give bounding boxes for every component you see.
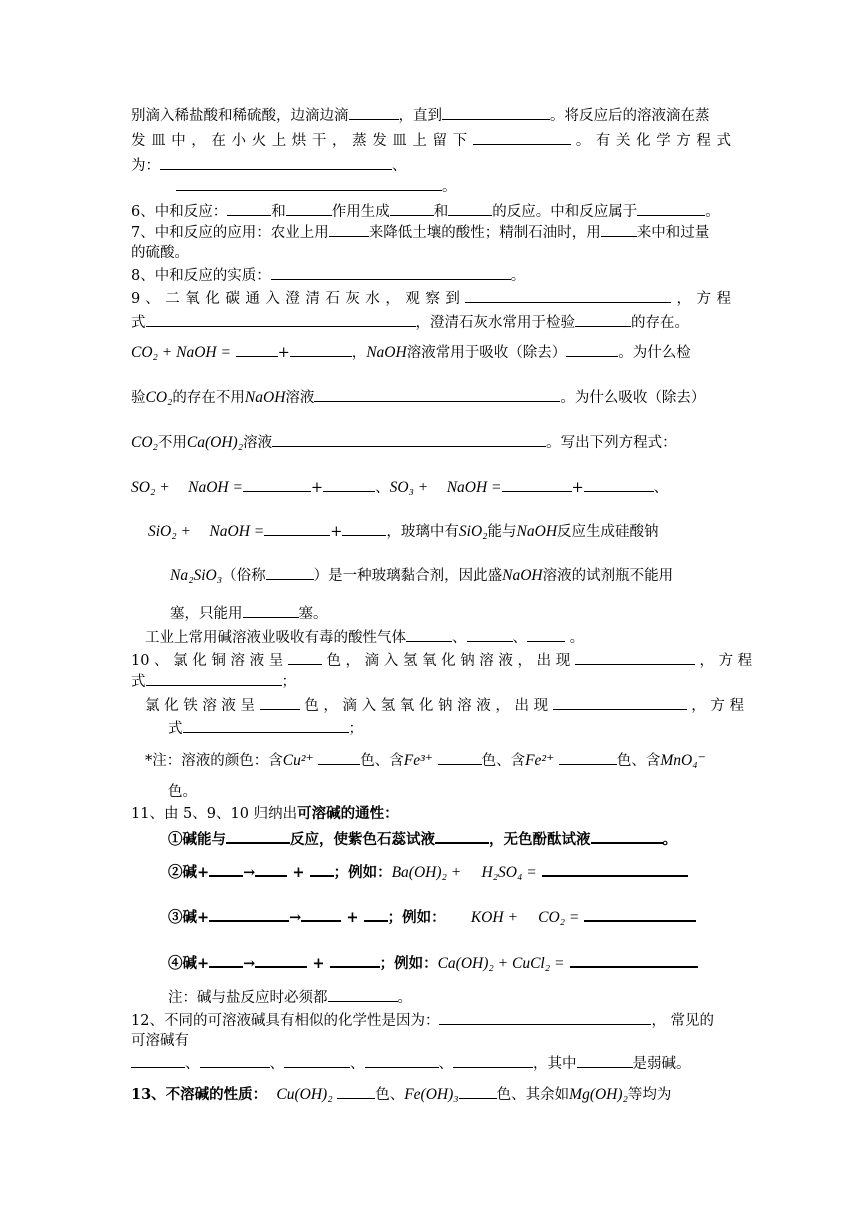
text: （俗称 — [222, 568, 266, 584]
blank[interactable] — [264, 521, 330, 536]
text: 。 — [662, 831, 677, 848]
text: ③碱+ — [168, 909, 210, 926]
blank[interactable] — [448, 201, 492, 216]
text: 9 、 二 氧 化 碳 通 入 澄 清 石 灰 水 ， 观 察 到 — [131, 291, 461, 307]
text: 、 — [452, 630, 467, 646]
blank[interactable] — [453, 1053, 533, 1068]
text: 。 — [705, 204, 720, 220]
text: 色、 — [375, 1087, 405, 1103]
text: ②碱+ — [168, 864, 210, 881]
line-4 — [176, 176, 776, 197]
text: 。为什么吸收（除去） — [560, 390, 706, 406]
text: 色、其余如 — [496, 1087, 570, 1103]
blank[interactable] — [553, 695, 687, 710]
blank[interactable] — [365, 1053, 439, 1068]
blank[interactable] — [290, 342, 352, 357]
formula: Fe(OH)₃ — [404, 1086, 459, 1103]
line-3 — [131, 155, 731, 176]
text: → — [289, 909, 302, 926]
text: 色 ， 滴 入 氢 氧 化 钠 溶 液 ， 出 现 — [326, 653, 571, 669]
text: 、 — [653, 480, 669, 496]
text: 色。 — [168, 784, 197, 800]
text: → — [243, 955, 256, 972]
line-24 — [168, 782, 768, 802]
formula: SO₃ + — [389, 479, 429, 496]
blank[interactable] — [575, 312, 631, 327]
blank[interactable] — [601, 222, 637, 237]
text: 别滴入稀盐酸和稀硫酸，边滴边滴 — [131, 108, 349, 124]
text: + — [330, 524, 343, 540]
blank[interactable] — [310, 861, 334, 877]
text: 能与 — [487, 524, 517, 540]
line-10 — [131, 312, 731, 333]
text: 的存在不用 — [172, 390, 245, 406]
blank[interactable] — [566, 342, 618, 357]
text: ，其中 — [533, 1056, 577, 1072]
blank[interactable] — [570, 952, 698, 968]
line-30 — [168, 987, 768, 1008]
text: 的硫酸。 — [131, 245, 189, 261]
text: ，澄清石灰水常用于检验 — [415, 315, 575, 331]
text-bold: 13、不溶碱的性质： — [131, 1086, 268, 1103]
line-11 — [131, 342, 731, 363]
formula: NaOH — [366, 344, 407, 361]
blank[interactable] — [209, 906, 289, 922]
line-22 — [168, 718, 768, 739]
formula: NaOH — [502, 567, 543, 584]
formula: Cu²⁺ — [282, 752, 314, 769]
line-34 — [131, 1084, 731, 1105]
blank[interactable] — [435, 828, 489, 844]
line-32 — [131, 1031, 731, 1051]
formula: NaOH = — [209, 523, 265, 540]
blank[interactable] — [406, 627, 452, 642]
formula: Fe³⁺ — [403, 752, 433, 769]
formula: SiO₂ — [458, 523, 488, 540]
text: 、 — [438, 1056, 453, 1072]
blank[interactable] — [288, 650, 322, 665]
text: ，玻璃中有 — [386, 524, 459, 540]
blank[interactable] — [527, 627, 565, 642]
blank[interactable] — [160, 155, 392, 170]
line-7 — [131, 243, 731, 263]
blank[interactable] — [465, 288, 671, 303]
formula: Ba(OH)₂ + — [391, 864, 462, 881]
text: 、 — [350, 1056, 365, 1072]
formula: Cu(OH)₂ — [276, 1086, 333, 1103]
blank[interactable] — [266, 565, 314, 580]
blank[interactable] — [349, 105, 399, 120]
text: 发 皿 中 ， 在 小 火 上 烘 干 ， 蒸 发 皿 上 留 下 — [131, 133, 468, 149]
text: ①碱能与 — [168, 831, 226, 848]
text: + — [310, 480, 324, 496]
blank[interactable] — [200, 1053, 270, 1068]
text: 和 — [271, 204, 286, 220]
text: 、 — [392, 158, 407, 174]
line-33 — [131, 1053, 731, 1074]
blank[interactable] — [146, 312, 416, 327]
text: + — [346, 909, 359, 926]
blank[interactable] — [226, 828, 290, 844]
text: 11、由 5、9、10 归纳出 — [131, 806, 298, 822]
text: 10 、 氯 化 铜 溶 液 呈 — [131, 653, 284, 669]
text: 验 — [131, 390, 146, 406]
line-27 — [168, 861, 733, 883]
text: *注：溶液的颜色：含 — [145, 753, 283, 769]
blank[interactable] — [272, 432, 546, 447]
blank[interactable] — [459, 1084, 497, 1099]
text: 为： — [131, 158, 160, 174]
text: ，无色酚酞试液 — [489, 831, 591, 848]
line-5 — [131, 201, 731, 222]
text: 、 — [269, 1056, 284, 1072]
line-16 — [170, 565, 732, 586]
line-26 — [168, 828, 733, 850]
blank[interactable] — [236, 342, 278, 357]
text: ；例如： — [387, 909, 446, 926]
formula: NaOH = — [446, 479, 502, 496]
text: 。 — [442, 179, 457, 195]
line-18 — [145, 627, 745, 648]
text: 6、中和反应： — [131, 204, 228, 220]
text: → — [243, 864, 256, 881]
text: + — [312, 955, 325, 972]
blank[interactable] — [243, 477, 311, 492]
text: ；例如： — [379, 955, 438, 972]
text: 溶液常用于吸收（除去） — [406, 345, 567, 361]
text: 12、不同的可溶液碱具有相似的化学性是因为： — [131, 1013, 440, 1029]
text: 。 — [565, 630, 585, 646]
text: 溶液 — [285, 390, 315, 406]
line-17 — [170, 603, 770, 624]
blank[interactable] — [255, 952, 307, 968]
blank[interactable] — [337, 1084, 375, 1099]
blank[interactable] — [577, 1053, 633, 1068]
text: 色 ， 滴 入 氢 氧 化 钠 溶 液 ， 出 现 — [304, 698, 549, 714]
blank[interactable] — [330, 952, 380, 968]
text: 8、中和反应的实质： — [131, 268, 271, 284]
text: 式 — [131, 674, 146, 690]
line-19 — [131, 650, 753, 671]
text: 。 — [510, 268, 526, 284]
formula: H₂SO₄ = — [481, 864, 537, 881]
text: 塞。 — [298, 606, 328, 622]
text: + — [292, 864, 305, 881]
line-15 — [148, 521, 732, 542]
text: ； — [281, 674, 296, 690]
line-21 — [145, 695, 745, 716]
text: 。为什么检 — [618, 345, 691, 361]
blank[interactable] — [329, 222, 369, 237]
line-31 — [131, 1010, 731, 1031]
blank[interactable] — [286, 201, 332, 216]
text: 塞，只能用 — [170, 606, 243, 622]
formula: CO₂ — [145, 389, 173, 406]
blank[interactable] — [183, 718, 349, 733]
text: 。 — [397, 990, 412, 1006]
text: 可溶碱有 — [131, 1033, 189, 1049]
text: ， — [351, 345, 367, 361]
blank[interactable] — [467, 627, 513, 642]
text: 。将反应后的溶液滴在蒸 — [550, 108, 710, 124]
text: 色、含 — [481, 753, 526, 769]
line-28 — [168, 906, 733, 928]
text: 来中和过量 — [636, 225, 710, 241]
text: 。写出下列方程式： — [546, 435, 677, 451]
blank[interactable] — [575, 650, 695, 665]
blank[interactable] — [637, 201, 705, 216]
formula: CO₂ = — [538, 909, 580, 926]
blank[interactable] — [323, 477, 375, 492]
blank[interactable] — [591, 828, 663, 844]
text: ， 方 程 — [691, 698, 745, 714]
text: ， 方 程 — [699, 653, 753, 669]
formula: Mg(OH)₂ — [569, 1086, 628, 1103]
formula: SO₂ + — [131, 479, 170, 496]
text: ，直到 — [398, 108, 442, 124]
text: 是弱碱。 — [632, 1056, 691, 1072]
formula: Ca(OH)₂ — [186, 434, 244, 451]
blank[interactable] — [438, 750, 482, 765]
blank[interactable] — [255, 861, 287, 877]
formula: MnO₄⁻ — [660, 752, 706, 769]
blank[interactable] — [301, 906, 341, 922]
text: 来降低土壤的酸性；精制石油时，用 — [368, 225, 601, 241]
blank[interactable] — [342, 521, 386, 536]
blank[interactable] — [559, 750, 617, 765]
text: 色、含 — [616, 753, 661, 769]
text: 等均为 — [627, 1087, 672, 1103]
line-25 — [131, 804, 731, 824]
blank[interactable] — [328, 987, 398, 1002]
blank[interactable] — [390, 201, 434, 216]
blank[interactable] — [209, 952, 243, 968]
text: ④碱+ — [168, 955, 210, 972]
text: 、 — [375, 480, 390, 496]
text: + — [571, 480, 584, 496]
text: 不用 — [157, 435, 187, 451]
text: ；例如： — [333, 864, 392, 881]
blank[interactable] — [131, 1053, 185, 1068]
blank[interactable] — [227, 201, 271, 216]
blank[interactable] — [442, 105, 550, 120]
formula: CO₂ — [131, 434, 158, 451]
line-14 — [131, 477, 731, 498]
text: 反应生成硅酸钠 — [557, 524, 659, 540]
line-23 — [145, 750, 735, 771]
blank[interactable] — [271, 265, 511, 280]
blank[interactable] — [176, 176, 442, 191]
formula: Fe²⁺ — [525, 752, 555, 769]
blank[interactable] — [439, 1010, 651, 1025]
formula: KOH + — [470, 909, 518, 926]
text: 和 — [433, 204, 449, 220]
line-20 — [131, 671, 731, 692]
blank[interactable] — [260, 695, 300, 710]
line-1 — [131, 105, 731, 126]
text: 溶液的试剂瓶不能用 — [542, 568, 674, 584]
line-6 — [131, 222, 731, 243]
text-bold: 可溶碱的通性： — [297, 805, 399, 822]
blank[interactable] — [318, 750, 360, 765]
text: 氯 化 铁 溶 液 呈 — [145, 698, 256, 714]
text: 色、含 — [360, 753, 404, 769]
blank[interactable] — [146, 671, 282, 686]
text: 、 — [512, 630, 527, 646]
blank[interactable] — [584, 906, 696, 922]
formula: CO₂ + NaOH = — [131, 344, 231, 361]
formula: NaOH = — [188, 479, 243, 496]
formula: NaOH — [516, 523, 558, 540]
text: ， 方 程 — [676, 291, 732, 307]
text: + — [277, 345, 290, 361]
text: ； — [348, 721, 363, 737]
formula: Ca(OH)₂ + CuCl₂ = — [437, 955, 565, 972]
text: 注：碱与盐反应时必须都 — [168, 990, 328, 1006]
blank[interactable] — [243, 603, 299, 618]
blank[interactable] — [584, 477, 654, 492]
text: 作用生成 — [331, 204, 390, 220]
line-9 — [131, 288, 731, 309]
text: 式 — [168, 721, 183, 737]
blank[interactable] — [209, 861, 243, 877]
formula: Na₂SiO₃ — [170, 567, 223, 584]
text: 。 有 关 化 学 方 程 式 — [575, 133, 732, 149]
line-8 — [131, 265, 731, 286]
formula: SiO₂ + — [148, 523, 191, 540]
line-29 — [168, 952, 733, 974]
blank[interactable] — [314, 387, 560, 402]
blank[interactable] — [502, 477, 572, 492]
text: 工业上常用碱溶液业吸收有毒的酸性气体 — [145, 630, 406, 646]
text: 的反应。中和反应属于 — [492, 204, 638, 220]
text: 、 — [185, 1056, 200, 1072]
text: 溶液 — [243, 435, 273, 451]
formula: NaOH — [244, 389, 286, 406]
text: ）是一种玻璃黏合剂，因此盛 — [313, 568, 503, 584]
text: ， 常见的 — [651, 1013, 715, 1029]
text: 的存在。 — [631, 315, 689, 331]
blank[interactable] — [364, 906, 388, 922]
text: 反应，使紫色石蕊试液 — [290, 831, 435, 848]
line-13 — [131, 432, 731, 453]
text: 7、中和反应的应用：农业上用 — [131, 225, 329, 241]
line-2 — [131, 130, 731, 151]
text: 式 — [131, 315, 146, 331]
blank[interactable] — [284, 1053, 350, 1068]
line-12 — [131, 387, 731, 408]
blank[interactable] — [473, 130, 571, 145]
blank[interactable] — [542, 861, 688, 877]
